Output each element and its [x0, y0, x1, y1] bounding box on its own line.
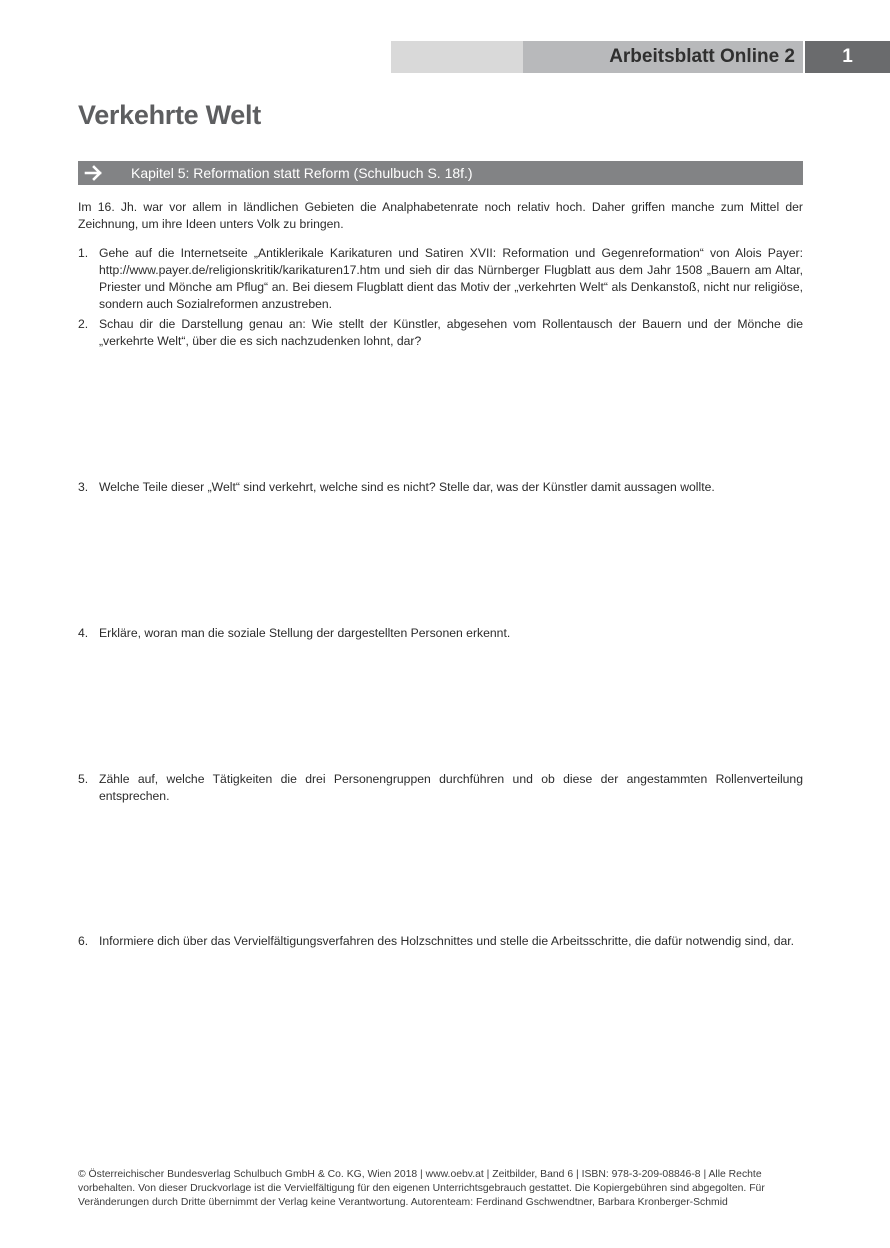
task-text: Zähle auf, welche Tätigkeiten die drei Personengruppen durchführen und ob diese der angestammten Rollenverteilung entsprechen.	[99, 772, 803, 803]
copyright-footer: © Österreichischer Bundesverlag Schulbuch GmbH & Co. KG, Wien 2018 | www.oebv.at | Zeitbilder, Band 6 | ISBN: 978-3-209-08846-8 | Alle Rechte vorbehalten. Von dieser Druckvorlage ist die Vervielfältigung für den eigenen Unterrichtsgebrauch gestattet. Die Kopiergebühren sind abgegolten. Für Veränderungen durch Dritte übernimmt der Verlag keine Verantwortung. Autorenteam: Ferdinand Gschwendtner, Barbara Kronberger-Schmid	[78, 1169, 765, 1208]
task-number: 6.	[78, 934, 89, 948]
task-text: Erkläre, woran man die soziale Stellung der dargestellten Personen erkennt.	[99, 626, 511, 640]
task-item	[78, 933, 803, 950]
task-item	[78, 771, 803, 805]
intro-text: Im 16. Jh. war vor allem in ländlichen Gebieten die Analphabetenrate noch relativ hoch. Daher griffen manche zum Mittel der Zeichnung, um ihre Ideen unters Volk zu bringen.	[78, 200, 803, 231]
task-number: 4.	[78, 626, 89, 640]
task-number: 2.	[78, 317, 89, 331]
task-item	[78, 316, 803, 350]
task-number: 1.	[78, 246, 89, 260]
task-text: Gehe auf die Internetseite „Antiklerikale Karikaturen und Satiren XVII: Reformation und Gegenreformation“ von Alois Payer: http://www.payer.de/religionskritik/karikaturen17.htm und sieh dir das Nürnberger Flugblatt aus dem Jahr 1508 „Bauern am Altar, Priester und Mönche am Pflug“ an. Bei diesem Flugblatt dient das Motiv der „verkehrten Welt“ als Denkanstoß, nicht nur religiöse, sondern auch Sozialreformen anzustreben.	[99, 246, 803, 311]
header-bar-light	[391, 41, 523, 73]
arrow-right-icon	[84, 164, 104, 182]
task-number: 5.	[78, 772, 89, 786]
page-title: Verkehrte Welt	[78, 100, 261, 130]
worksheet-label: Arbeitsblatt Online 2	[523, 41, 803, 73]
task-item	[78, 625, 803, 642]
chapter-label: Kapitel 5: Reformation statt Reform (Schulbuch S. 18f.)	[131, 165, 473, 181]
task-text: Schau dir die Darstellung genau an: Wie stellt der Künstler, abgesehen vom Rollentausch der Bauern und der Mönche die „verkehrte Welt“, über die es sich nachzudenken lohnt, dar?	[99, 317, 803, 348]
task-item	[78, 479, 803, 496]
chapter-banner	[78, 161, 803, 185]
page-number: 1	[805, 41, 890, 73]
task-text: Informiere dich über das Vervielfältigungsverfahren des Holzschnittes und stelle die Arbeitsschritte, die dafür notwendig sind, dar.	[99, 934, 795, 948]
task-item	[78, 245, 803, 313]
task-text: Welche Teile dieser „Welt“ sind verkehrt, welche sind es nicht? Stelle dar, was der Künstler damit aussagen wollte.	[99, 480, 715, 494]
task-number: 3.	[78, 480, 89, 494]
